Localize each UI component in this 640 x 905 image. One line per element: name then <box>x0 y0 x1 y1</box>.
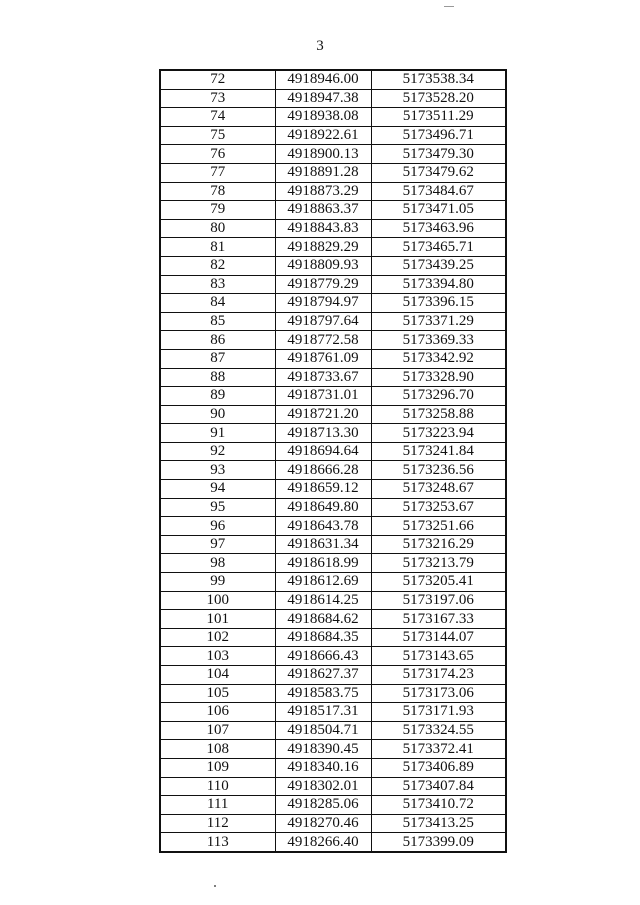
point-number-cell: 81 <box>161 238 275 257</box>
y-coordinate-cell: 5173369.33 <box>371 331 505 350</box>
point-number-cell: 108 <box>161 740 275 759</box>
y-coordinate-cell: 5173394.80 <box>371 275 505 294</box>
y-coordinate-cell: 5173241.84 <box>371 442 505 461</box>
y-coordinate-cell: 5173197.06 <box>371 591 505 610</box>
y-coordinate-cell: 5173484.67 <box>371 182 505 201</box>
point-number-cell: 80 <box>161 219 275 238</box>
x-coordinate-cell: 4918772.58 <box>275 331 371 350</box>
x-coordinate-cell: 4918947.38 <box>275 89 371 108</box>
y-coordinate-cell: 5173342.92 <box>371 349 505 368</box>
x-coordinate-cell: 4918922.61 <box>275 126 371 145</box>
point-number-cell: 101 <box>161 610 275 629</box>
y-coordinate-cell: 5173171.93 <box>371 703 505 722</box>
point-number-cell: 85 <box>161 312 275 331</box>
x-coordinate-cell: 4918270.46 <box>275 814 371 833</box>
table-row <box>161 275 505 294</box>
point-number-cell: 104 <box>161 666 275 685</box>
y-coordinate-cell: 5173372.41 <box>371 740 505 759</box>
x-coordinate-cell: 4918302.01 <box>275 777 371 796</box>
x-coordinate-cell: 4918794.97 <box>275 294 371 313</box>
y-coordinate-cell: 5173496.71 <box>371 126 505 145</box>
point-number-cell: 83 <box>161 275 275 294</box>
x-coordinate-cell: 4918731.01 <box>275 387 371 406</box>
table-row <box>161 201 505 220</box>
point-number-cell: 90 <box>161 405 275 424</box>
point-number-cell: 97 <box>161 535 275 554</box>
point-number-cell: 87 <box>161 349 275 368</box>
x-coordinate-cell: 4918938.08 <box>275 108 371 127</box>
table-body <box>161 71 505 851</box>
table-row <box>161 89 505 108</box>
x-coordinate-cell: 4918797.64 <box>275 312 371 331</box>
x-coordinate-cell: 4918666.28 <box>275 461 371 480</box>
x-coordinate-cell: 4918829.29 <box>275 238 371 257</box>
scan-mark-bottom <box>214 885 216 887</box>
table-row <box>161 480 505 499</box>
point-number-cell: 96 <box>161 517 275 536</box>
y-coordinate-cell: 5173538.34 <box>371 71 505 89</box>
y-coordinate-cell: 5173410.72 <box>371 796 505 815</box>
table-row <box>161 610 505 629</box>
x-coordinate-cell: 4918517.31 <box>275 703 371 722</box>
point-number-cell: 78 <box>161 182 275 201</box>
y-coordinate-cell: 5173479.30 <box>371 145 505 164</box>
x-coordinate-cell: 4918643.78 <box>275 517 371 536</box>
x-coordinate-cell: 4918583.75 <box>275 684 371 703</box>
table-row <box>161 573 505 592</box>
scan-mark-top <box>444 6 454 7</box>
point-number-cell: 72 <box>161 71 275 89</box>
point-number-cell: 110 <box>161 777 275 796</box>
point-number-cell: 79 <box>161 201 275 220</box>
table-row <box>161 628 505 647</box>
y-coordinate-cell: 5173324.55 <box>371 721 505 740</box>
x-coordinate-cell: 4918843.83 <box>275 219 371 238</box>
table-row <box>161 71 505 89</box>
x-coordinate-cell: 4918809.93 <box>275 256 371 275</box>
table-row <box>161 312 505 331</box>
y-coordinate-cell: 5173399.09 <box>402 833 474 850</box>
point-number-cell: 100 <box>161 591 275 610</box>
table-row <box>161 740 505 759</box>
x-coordinate-cell: 4918863.37 <box>275 201 371 220</box>
point-number-cell: 76 <box>161 145 275 164</box>
x-coordinate-cell: 4918659.12 <box>275 480 371 499</box>
point-number-cell: 74 <box>161 108 275 127</box>
y-coordinate-cell: 5173528.20 <box>371 89 505 108</box>
x-coordinate-cell: 4918900.13 <box>275 145 371 164</box>
table-row <box>161 684 505 703</box>
x-coordinate-cell: 4918266.40 <box>275 833 371 851</box>
table-row <box>161 591 505 610</box>
point-number-cell: 73 <box>161 89 275 108</box>
table-row <box>161 721 505 740</box>
point-number-cell: 102 <box>161 628 275 647</box>
point-number-cell: 89 <box>161 387 275 406</box>
y-coordinate-cell: 5173296.70 <box>371 387 505 406</box>
x-coordinate-cell: 4918713.30 <box>275 424 371 443</box>
x-coordinate-cell: 4918684.35 <box>275 628 371 647</box>
x-coordinate-cell: 4918631.34 <box>275 535 371 554</box>
table-row <box>161 145 505 164</box>
point-number-cell: 113 <box>161 833 275 851</box>
point-number-cell: 109 <box>161 758 275 777</box>
table-row <box>161 666 505 685</box>
point-number-cell: 93 <box>161 461 275 480</box>
table-row <box>161 219 505 238</box>
x-coordinate-cell: 4918390.45 <box>275 740 371 759</box>
y-coordinate-cell: 5173144.07 <box>371 628 505 647</box>
point-number-cell: 88 <box>161 368 275 387</box>
x-coordinate-cell: 4918504.71 <box>275 721 371 740</box>
y-coordinate-cell: 5173143.65 <box>371 647 505 666</box>
point-number-cell: 98 <box>161 554 275 573</box>
x-coordinate-cell: 4918627.37 <box>275 666 371 685</box>
x-coordinate-cell: 4918891.28 <box>275 163 371 182</box>
table-row <box>161 163 505 182</box>
coordinates-table-grid <box>161 71 505 851</box>
x-coordinate-cell: 4918694.64 <box>275 442 371 461</box>
point-number-cell: 111 <box>161 796 275 815</box>
y-coordinate-cell: 5173463.96 <box>371 219 505 238</box>
y-coordinate-cell: 5173406.89 <box>371 758 505 777</box>
table-row <box>161 368 505 387</box>
table-row <box>161 554 505 573</box>
point-number-cell: 86 <box>161 331 275 350</box>
y-coordinate-cell: 5173213.79 <box>371 554 505 573</box>
table-row <box>161 498 505 517</box>
y-coordinate-cell: 5173413.25 <box>371 814 505 833</box>
y-coordinate-cell: 5173511.29 <box>371 108 505 127</box>
page-number: 3 <box>316 38 324 54</box>
table-row <box>161 424 505 443</box>
point-number-cell: 106 <box>161 703 275 722</box>
table-row <box>161 703 505 722</box>
table-row <box>161 647 505 666</box>
x-coordinate-cell: 4918684.62 <box>275 610 371 629</box>
table-row <box>161 126 505 145</box>
point-number-cell: 105 <box>161 684 275 703</box>
y-coordinate-cell: 5173248.67 <box>371 480 505 499</box>
table-row <box>161 814 505 833</box>
point-number-cell: 99 <box>161 573 275 592</box>
x-coordinate-cell: 4918721.20 <box>275 405 371 424</box>
point-number-cell: 112 <box>161 814 275 833</box>
y-coordinate-cell: 5173251.66 <box>371 517 505 536</box>
point-number-cell: 84 <box>161 294 275 313</box>
point-number-cell: 92 <box>161 442 275 461</box>
table-row <box>161 387 505 406</box>
table-row <box>161 294 505 313</box>
y-coordinate-cell: 5173407.84 <box>371 777 505 796</box>
x-coordinate-cell: 4918779.29 <box>275 275 371 294</box>
point-number-cell: 103 <box>161 647 275 666</box>
point-number-cell: 95 <box>161 498 275 517</box>
y-coordinate-cell: 5173479.62 <box>371 163 505 182</box>
point-number-cell: 94 <box>161 480 275 499</box>
point-number-cell: 82 <box>161 256 275 275</box>
table-row <box>161 349 505 368</box>
table-row <box>161 108 505 127</box>
x-coordinate-cell: 4918733.67 <box>275 368 371 387</box>
y-coordinate-cell: 5173465.71 <box>371 238 505 257</box>
y-coordinate-cell: 5173253.67 <box>371 498 505 517</box>
table-row <box>161 517 505 536</box>
table-row <box>161 442 505 461</box>
table-row <box>161 461 505 480</box>
table-row <box>161 405 505 424</box>
y-coordinate-cell: 5173236.56 <box>371 461 505 480</box>
y-coordinate-cell: 5173216.29 <box>371 535 505 554</box>
x-coordinate-cell: 4918614.25 <box>275 591 371 610</box>
x-coordinate-cell: 4918340.16 <box>275 758 371 777</box>
x-coordinate-cell: 4918618.99 <box>275 554 371 573</box>
table-row <box>161 182 505 201</box>
table-row <box>161 331 505 350</box>
y-coordinate-cell: 5173167.33 <box>371 610 505 629</box>
x-coordinate-cell: 4918761.09 <box>275 349 371 368</box>
x-coordinate-cell: 4918873.29 <box>275 182 371 201</box>
y-coordinate-cell: 5173223.94 <box>371 424 505 443</box>
y-coordinate-cell: 5173471.05 <box>371 201 505 220</box>
table-row <box>161 256 505 275</box>
table-row <box>161 535 505 554</box>
y-coordinate-cell: 5173396.15 <box>371 294 505 313</box>
table-row <box>161 833 505 851</box>
y-coordinate-cell: 5173328.90 <box>371 368 505 387</box>
x-coordinate-cell: 4918946.00 <box>275 71 371 89</box>
point-number-cell: 77 <box>161 163 275 182</box>
y-coordinate-cell: 5173173.06 <box>371 684 505 703</box>
x-coordinate-cell: 4918285.06 <box>275 796 371 815</box>
y-coordinate-cell: 5173205.41 <box>371 573 505 592</box>
table-row <box>161 777 505 796</box>
x-coordinate-cell: 4918612.69 <box>275 573 371 592</box>
point-number-cell: 91 <box>161 424 275 443</box>
point-number-cell: 107 <box>161 721 275 740</box>
table-row <box>161 238 505 257</box>
table-row <box>161 758 505 777</box>
x-coordinate-cell: 4918649.80 <box>275 498 371 517</box>
y-coordinate-cell: 5173258.88 <box>371 405 505 424</box>
y-coordinate-cell: 5173174.23 <box>371 666 505 685</box>
y-coordinate-cell: 5173439.25 <box>371 256 505 275</box>
point-number-cell: 75 <box>161 126 275 145</box>
y-coordinate-cell: 5173371.29 <box>371 312 505 331</box>
coordinates-table <box>159 69 507 853</box>
table-row <box>161 796 505 815</box>
x-coordinate-cell: 4918666.43 <box>275 647 371 666</box>
